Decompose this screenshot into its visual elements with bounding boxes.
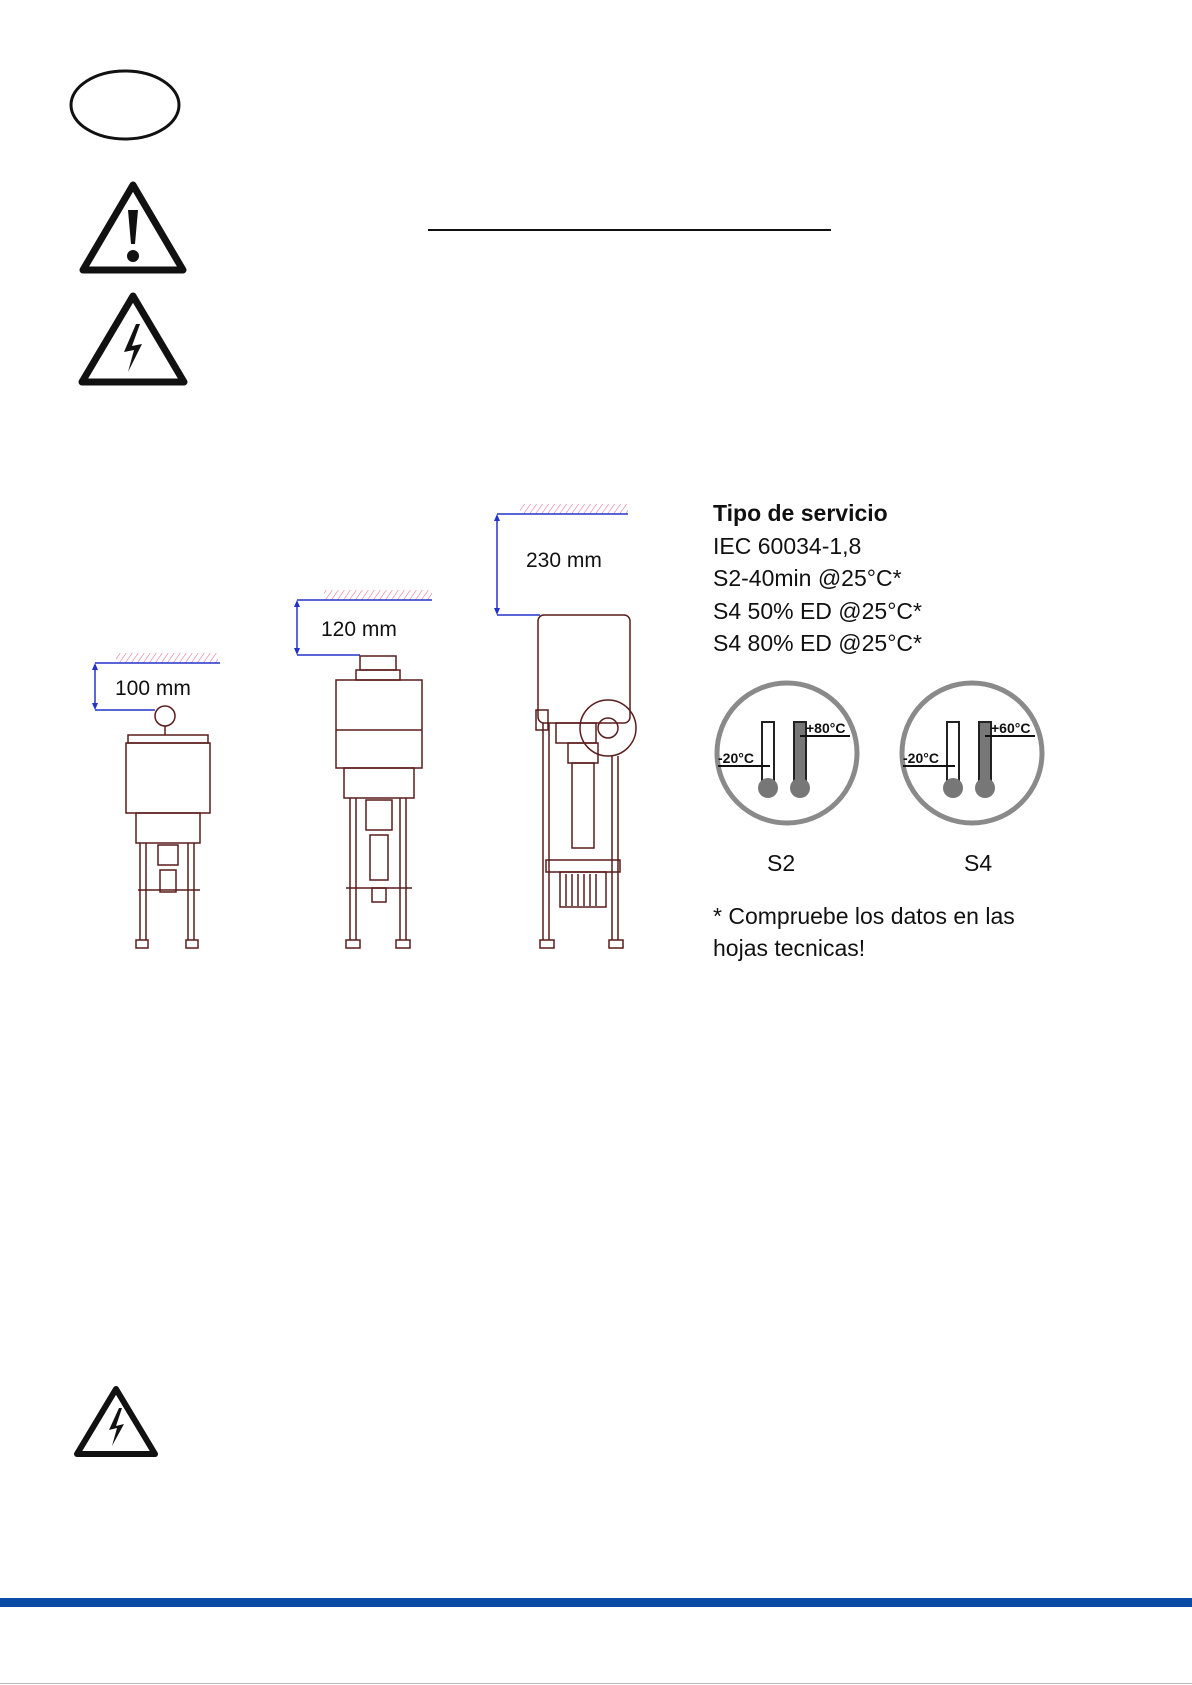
service-type-title: Tipo de servicio [713, 500, 888, 526]
thermometer-s2-label: S2 [767, 850, 796, 876]
blank-underline [428, 229, 831, 231]
service-line: S2-40min @25°C* [713, 565, 902, 591]
actuator-medium [294, 590, 432, 948]
thermometer-s2-icon [712, 678, 862, 828]
thermometer-s4-icon [897, 678, 1047, 828]
thermometer-s4-max: +60°C [991, 720, 1031, 736]
service-line: S4 80% ED @25°C* [713, 630, 922, 656]
service-line: IEC 60034-1,8 [713, 532, 862, 559]
service-line: S4 50% ED @25°C* [713, 597, 922, 624]
language-oval-icon [68, 68, 184, 144]
dimension-label-medium: 120 mm [321, 618, 397, 641]
thermometer-s2-min: -20°C [718, 750, 754, 766]
thermometer-s4-label: S4 [964, 850, 993, 876]
warning-exclamation-icon [78, 180, 188, 276]
actuator-drawings [60, 490, 680, 970]
footnote: * Compruebe los datos en las hojas tecnicas! [713, 903, 1015, 961]
electrical-hazard-icon-bottom [72, 1384, 160, 1460]
dimension-label-small: 100 mm [115, 677, 191, 700]
dimension-label-large: 230 mm [526, 549, 602, 572]
thermometer-s2-max: +80°C [806, 720, 846, 736]
footer-bar [0, 1598, 1192, 1607]
bottom-rule [0, 1683, 1192, 1684]
electrical-hazard-icon [76, 290, 190, 390]
thermometer-s4-min: -20°C [903, 750, 939, 766]
service-type-block [713, 497, 922, 660]
